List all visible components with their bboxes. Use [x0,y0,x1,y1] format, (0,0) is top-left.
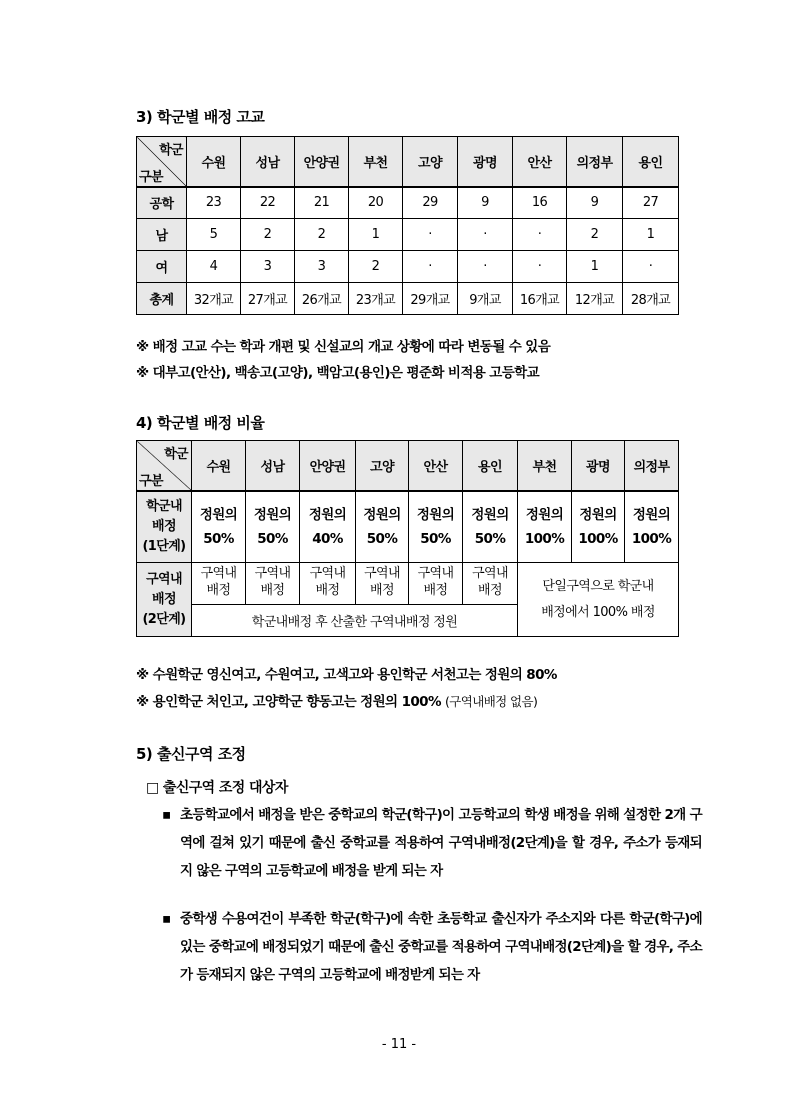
column-header: 안산 [513,137,567,187]
table3-corner-cell [137,137,187,187]
ratio-value: 50% [474,530,506,547]
table-cell: · [513,219,567,251]
note-extra: (구역내배정 없음) [445,694,538,709]
section4-heading: 4) 학군별 배정 비율 [136,414,265,432]
table-cell: 9 [567,187,623,219]
ratio-prefix: 정원의 [471,506,509,523]
ratio-prefix: 정원의 [579,506,617,523]
column-header: 의정부 [567,137,623,187]
table-cell: · [623,251,679,283]
table-cell: 23 [187,187,241,219]
cell-line: 배정 [260,583,285,598]
column-header: 용인 [623,137,679,187]
section3-heading: 3) 학군별 배정 고교 [136,108,265,126]
cell-line: 배정 [206,583,231,598]
table-cell: 29개교 [403,283,458,315]
cell-line: 배정 [370,583,394,598]
column-header: 의정부 [625,441,679,491]
bullet-text: 초등학교에서 배정을 받은 중학교의 학군(학구)이 고등학교의 학생 배정을 위해 설정한 2개 구역에 걸쳐 있기 때문에 출신 중학교를 적용하여 구역내배정(2단계)을 할 경우, 주소가 등재되지 않은 구역의 고등학교에 배정을 받게 되는 자 [180,807,702,879]
cell-line: 구역내 [309,566,346,581]
district-allocation-cell [463,563,518,605]
ratio-cell [192,491,246,563]
corner-label-bottom: 구분 [139,169,163,185]
ratio-prefix: 정원의 [363,506,401,523]
cell-line: 배정 [423,583,448,598]
table-cell: 12개교 [567,283,623,315]
row-label-line: 구역내 [146,571,182,587]
ratio-cell [463,491,518,563]
ratio-value: 50% [366,530,398,547]
bullet-square-icon: ▪ [162,807,171,823]
row-label-line: (2단계) [142,611,186,627]
table-cell: · [458,219,513,251]
ratio-cell [300,491,356,563]
bullet-text: 중학생 수용여건이 부족한 학군(학구)에 속한 초등학교 출신자가 주소지와 다른 학군(학구)에 있는 중학교에 배정되었기 때문에 출신 중학교를 적용하여 구역내배정(2단계)을 할 경우, 주소가 등재되지 않은 구역의 고등학교에 배정받게 되는 자 [180,911,702,983]
table-cell: 22 [241,187,295,219]
table-cell: 3 [295,251,349,283]
section4-note-1 [136,663,557,683]
ratio-value: 40% [312,530,343,547]
section5-subheading: □ 출신구역 조정 대상자 [146,780,288,796]
section5-heading: 5) 출신구역 조정 [136,745,246,763]
allocation-ratio-table [136,440,679,637]
column-header: 성남 [246,441,300,491]
table-cell: 1 [567,251,623,283]
table-row [137,187,679,219]
cell-line: 배정 [478,583,502,598]
table-cell: 1 [349,219,403,251]
cell-line: 구역내 [254,566,291,581]
district-allocation-cell [246,563,300,605]
column-header: 광명 [458,137,513,187]
table-cell: 27 [623,187,679,219]
column-header: 안양권 [300,441,356,491]
table-cell: · [458,251,513,283]
column-header: 광명 [572,441,625,491]
column-header: 성남 [241,137,295,187]
table-cell: 2 [241,219,295,251]
ratio-cell [625,491,679,563]
table-cell: 32개교 [187,283,241,315]
column-header: 용인 [463,441,518,491]
column-header: 고양 [403,137,458,187]
table-cell: 3 [241,251,295,283]
single-district-cell [518,563,679,637]
column-header: 부천 [518,441,572,491]
allocation-schools-table [136,136,679,315]
district-allocation-cell [409,563,463,605]
table-cell: 16 [513,187,567,219]
note-text: ※ 수원학군 영신여고, 수원여고, 고색고와 용인학군 서천고는 정원의 80% [136,667,557,683]
section3-note-1: ※ 배정 고교 수는 학과 개편 및 신설교의 개교 상황에 따라 변동될 수 있음 [136,339,551,355]
column-header: 고양 [356,441,409,491]
section3-note-2: ※ 대부고(안산), 백송고(고양), 백암고(용인)은 평준화 비적용 고등학교 [136,365,540,381]
merged-quota-cell: 학군내배정 후 산출한 구역내배정 정원 [192,605,518,637]
table-cell: 2 [349,251,403,283]
table-cell: 2 [567,219,623,251]
ratio-cell [518,491,572,563]
corner-label-top: 학군 [159,143,183,158]
district-allocation-cell [356,563,409,605]
table-row [137,251,679,283]
table-cell: · [513,251,567,283]
row-label: 여 [137,251,187,283]
ratio-value: 50% [257,530,288,547]
ratio-value: 100% [631,530,672,547]
column-header: 수원 [192,441,246,491]
ratio-cell [246,491,300,563]
district-allocation-cell [300,563,356,605]
ratio-prefix: 정원의 [308,506,347,523]
column-header: 안산 [409,441,463,491]
table4-corner-cell [137,441,192,491]
district-allocation-cell [192,563,246,605]
row-label-line: 학군내 [146,498,182,514]
ratio-prefix: 정원의 [199,506,238,523]
cell-line: 구역내 [472,566,508,581]
row-label-stage1 [137,491,192,563]
column-header: 수원 [187,137,241,187]
row-label: 총계 [137,283,187,315]
ratio-prefix: 정원의 [632,506,671,523]
table-cell: 2 [295,219,349,251]
ratio-value: 50% [420,530,451,547]
cell-line: 배정 [315,583,340,598]
bullet-item-1 [162,801,702,885]
table-row [137,283,679,315]
ratio-value: 100% [524,530,565,547]
table-cell: 5 [187,219,241,251]
column-header: 안양권 [295,137,349,187]
row-label-line: (1단계) [142,538,186,554]
bullet-square-icon: ▪ [162,911,171,927]
ratio-cell [572,491,625,563]
page-number: - 11 - [381,1037,417,1052]
cell-line: 구역내 [417,566,454,581]
section4-note-2 [136,690,537,710]
cell-line: 구역내 [200,566,237,581]
ratio-cell [409,491,463,563]
table-cell: 28개교 [623,283,679,315]
table-cell: 27개교 [241,283,295,315]
table-row [137,219,679,251]
table-cell: · [403,219,458,251]
table-cell: 9 [458,187,513,219]
ratio-prefix: 정원의 [525,506,564,523]
table-cell: 21 [295,187,349,219]
table-cell: 23개교 [349,283,403,315]
row-label-line: 배정 [152,518,176,534]
table-cell: 29 [403,187,458,219]
ratio-prefix: 정원의 [253,506,292,523]
cell-line: 배정에서 100% 배정 [541,604,655,620]
table-cell: 16개교 [513,283,567,315]
ratio-prefix: 정원의 [416,506,455,523]
table-cell: · [403,251,458,283]
cell-line: 단일구역으로 학군내 [542,578,654,594]
column-header: 부천 [349,137,403,187]
table-cell: 20 [349,187,403,219]
cell-line: 구역내 [364,566,400,581]
row-label-stage2 [137,563,192,637]
ratio-cell [356,491,409,563]
row-label-line: 배정 [152,591,176,607]
table-cell: 26개교 [295,283,349,315]
bullet-item-2 [162,905,702,989]
row-label: 남 [137,219,187,251]
corner-label-top: 학군 [164,447,188,462]
corner-label-bottom: 구분 [139,473,163,489]
table-cell: 1 [623,219,679,251]
table-cell: 4 [187,251,241,283]
table-cell: 9개교 [458,283,513,315]
ratio-value: 50% [203,530,234,547]
note-text: ※ 용인학군 처인고, 고양학군 향동고는 정원의 100% [136,694,445,710]
ratio-value: 100% [578,530,618,547]
row-label: 공학 [137,187,187,219]
